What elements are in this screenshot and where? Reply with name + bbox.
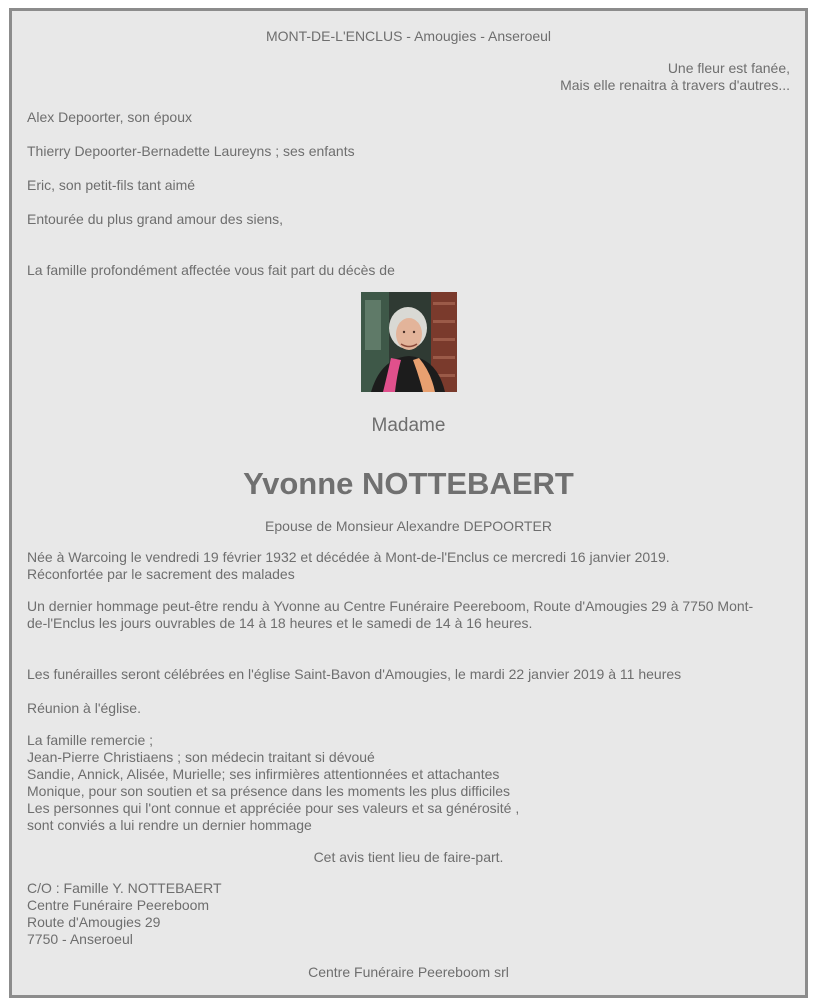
- thanks-line: Les personnes qui l'ont connue et appréciée pour ses valeurs et sa générosité ,: [27, 800, 520, 816]
- quote-line: Mais elle renaitra à travers d'autres...: [560, 77, 790, 93]
- deceased-name: Yvonne NOTTEBAERT: [243, 466, 574, 501]
- obituary-card: [9, 8, 808, 998]
- thanks-line: Monique, pour son soutien et sa présence dans les moments les plus difficiles: [27, 783, 511, 799]
- birth-death-line: Née à Warcoing le vendredi 19 février 1932 et décédée à Mont-de-l'Enclus ce mercredi 16 janvier 2019.: [27, 549, 670, 565]
- thanks-line: sont conviés a lui rendre un dernier hommage: [27, 817, 312, 833]
- thanks-line: Sandie, Annick, Alisée, Murielle; ses infirmières attentionnées et attachantes: [27, 766, 500, 782]
- thanks-line: Jean-Pierre Christiaens ; son médecin traitant si dévoué: [27, 749, 375, 765]
- contact-line: 7750 - Anseroeul: [27, 931, 133, 947]
- contact-line: Route d'Amougies 29: [27, 914, 161, 930]
- footer-signature: Centre Funéraire Peereboom srl: [308, 964, 509, 980]
- funeral-info: Les funérailles seront célébrées en l'église Saint-Bavon d'Amougies, le mardi 22 janvier 2019 à 11 heures: [27, 666, 682, 682]
- family-grandson: Eric, son petit-fils tant aimé: [27, 177, 196, 193]
- portrait-photo: [361, 292, 457, 392]
- notice-line: Cet avis tient lieu de faire-part.: [313, 849, 504, 865]
- contact-line: Centre Funéraire Peereboom: [27, 897, 210, 913]
- honorific-title: Madame: [371, 415, 446, 436]
- family-surrounded: Entourée du plus grand amour des siens,: [27, 211, 284, 227]
- location-header: MONT-DE-L'ENCLUS - Amougies - Anseroeul: [265, 28, 552, 44]
- spouse-line: Epouse de Monsieur Alexandre DEPOORTER: [265, 518, 552, 534]
- tribute-line: de-l'Enclus les jours ouvrables de 14 à 18 heures et le samedi de 14 à 16 heures.: [27, 615, 533, 631]
- family-children: Thierry Depoorter-Bernadette Laureyns ; ses enfants: [27, 143, 355, 159]
- contact-line: C/O : Famille Y. NOTTEBAERT: [27, 880, 222, 896]
- thanks-intro: La famille remercie ;: [27, 732, 154, 748]
- tribute-block: [27, 598, 753, 632]
- tribute-line: Un dernier hommage peut-être rendu à Yvonne au Centre Funéraire Peereboom, Route d'Amougies 29 à 7750 Mont-: [27, 598, 754, 614]
- family-husband: Alex Depoorter, son époux: [27, 109, 192, 125]
- sacrament-line: Réconfortée par le sacrement des malades: [27, 566, 295, 582]
- poem-quote: [560, 60, 790, 94]
- meeting-info: Réunion à l'église.: [27, 700, 141, 716]
- quote-line: Une fleur est fanée,: [667, 60, 790, 76]
- contact-block: [27, 880, 222, 948]
- birth-death-block: [27, 549, 670, 583]
- thanks-block: [27, 732, 519, 834]
- death-announcement: La famille profondément affectée vous fait part du décès de: [27, 262, 395, 278]
